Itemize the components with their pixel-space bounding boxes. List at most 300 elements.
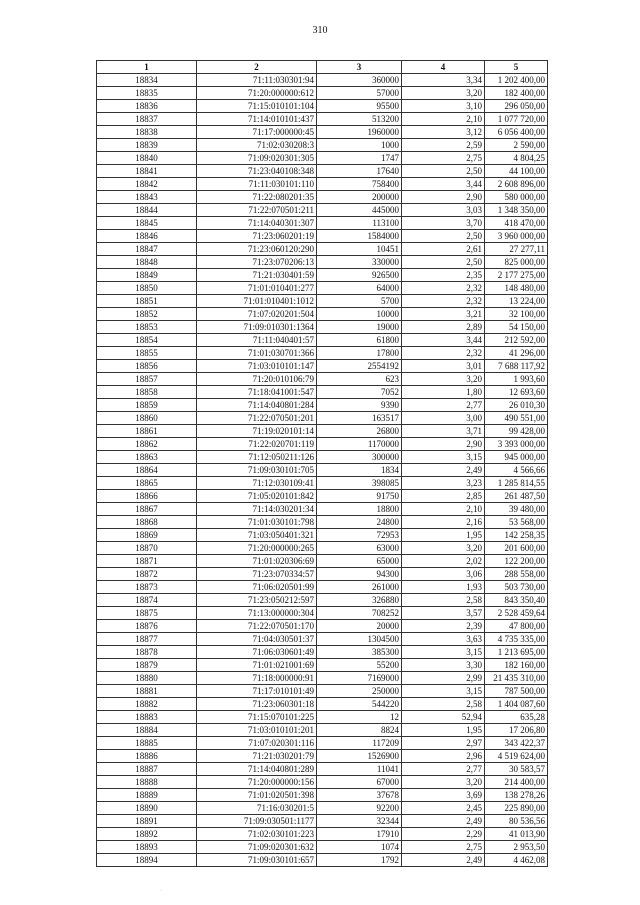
table-row (97, 373, 548, 386)
area-value-cell: 117209 (317, 737, 402, 750)
table-row (97, 854, 548, 867)
record-number-cell: 18863 (97, 451, 197, 464)
record-number-cell: 18881 (97, 685, 197, 698)
record-number-cell: 18860 (97, 412, 197, 425)
record-number-cell: 18874 (97, 594, 197, 607)
cadastral-number-cell: 71:14:010101:437 (197, 113, 317, 126)
total-value-cell: 2 608 896,00 (485, 178, 548, 191)
rate-value-cell: 2,90 (402, 191, 485, 204)
table-row (97, 490, 548, 503)
record-number-cell: 18846 (97, 230, 197, 243)
table-row (97, 100, 548, 113)
table-row (97, 841, 548, 854)
rate-value-cell: 3,20 (402, 776, 485, 789)
area-value-cell: 1960000 (317, 126, 402, 139)
area-value-cell: 113100 (317, 217, 402, 230)
cadastral-number-cell: 71:17:000000:45 (197, 126, 317, 139)
header-col-2: 2 (197, 61, 317, 74)
table-row (97, 568, 548, 581)
total-value-cell: 1 285 814,55 (485, 477, 548, 490)
record-number-cell: 18844 (97, 204, 197, 217)
rate-value-cell: 2,32 (402, 295, 485, 308)
rate-value-cell: 3,03 (402, 204, 485, 217)
rate-value-cell: 2,75 (402, 841, 485, 854)
table-row (97, 646, 548, 659)
rate-value-cell: 3,34 (402, 74, 485, 87)
table-row (97, 451, 548, 464)
record-number-cell: 18842 (97, 178, 197, 191)
rate-value-cell: 3,06 (402, 568, 485, 581)
table-row (97, 620, 548, 633)
rate-value-cell: 3,44 (402, 334, 485, 347)
table-row (97, 334, 548, 347)
rate-value-cell: 2,50 (402, 256, 485, 269)
total-value-cell: 39 480,00 (485, 503, 548, 516)
record-number-cell: 18835 (97, 87, 197, 100)
total-value-cell: 2 953,50 (485, 841, 548, 854)
total-value-cell: 212 592,00 (485, 334, 548, 347)
record-number-cell: 18875 (97, 607, 197, 620)
rate-value-cell: 2,10 (402, 503, 485, 516)
table-row (97, 802, 548, 815)
cadastral-number-cell: 71:11:030101:110 (197, 178, 317, 191)
rate-value-cell: 3,20 (402, 373, 485, 386)
table-row (97, 386, 548, 399)
area-value-cell: 9390 (317, 399, 402, 412)
record-number-cell: 18837 (97, 113, 197, 126)
area-value-cell: 1074 (317, 841, 402, 854)
record-number-cell: 18894 (97, 854, 197, 867)
rate-value-cell: 3,15 (402, 451, 485, 464)
rate-value-cell: 52,94 (402, 711, 485, 724)
record-number-cell: 18843 (97, 191, 197, 204)
cadastral-number-cell: 71:01:030101:798 (197, 516, 317, 529)
area-value-cell: 1000 (317, 139, 402, 152)
total-value-cell: 32 100,00 (485, 308, 548, 321)
cadastral-number-cell: 71:07:020301:116 (197, 737, 317, 750)
record-number-cell: 18873 (97, 581, 197, 594)
rate-value-cell: 2,58 (402, 698, 485, 711)
area-value-cell: 32344 (317, 815, 402, 828)
table-row (97, 477, 548, 490)
area-value-cell: 61800 (317, 334, 402, 347)
cadastral-number-cell: 71:02:030101:223 (197, 828, 317, 841)
total-value-cell: 148 480,00 (485, 282, 548, 295)
rate-value-cell: 2,45 (402, 802, 485, 815)
area-value-cell: 330000 (317, 256, 402, 269)
table-row (97, 360, 548, 373)
total-value-cell: 30 583,57 (485, 763, 548, 776)
table-row (97, 672, 548, 685)
table-row (97, 828, 548, 841)
rate-value-cell: 1,95 (402, 724, 485, 737)
total-value-cell: 2 590,00 (485, 139, 548, 152)
total-value-cell: 261 487,50 (485, 490, 548, 503)
area-value-cell: 758400 (317, 178, 402, 191)
cadastral-number-cell: 71:09:020301:632 (197, 841, 317, 854)
table-row (97, 516, 548, 529)
header-row (97, 61, 548, 74)
data-table (96, 60, 548, 867)
record-number-cell: 18886 (97, 750, 197, 763)
record-number-cell: 18841 (97, 165, 197, 178)
cadastral-number-cell: 71:15:070101:225 (197, 711, 317, 724)
cadastral-number-cell: 71:14:040301:307 (197, 217, 317, 230)
record-number-cell: 18847 (97, 243, 197, 256)
total-value-cell: 4 804,25 (485, 152, 548, 165)
area-value-cell: 261000 (317, 581, 402, 594)
area-value-cell: 10451 (317, 243, 402, 256)
table-row (97, 269, 548, 282)
area-value-cell: 10000 (317, 308, 402, 321)
area-value-cell: 926500 (317, 269, 402, 282)
cadastral-number-cell: 71:22:070501:170 (197, 620, 317, 633)
area-value-cell: 1584000 (317, 230, 402, 243)
table-row (97, 425, 548, 438)
area-value-cell: 7052 (317, 386, 402, 399)
total-value-cell: 4 519 624,00 (485, 750, 548, 763)
record-number-cell: 18879 (97, 659, 197, 672)
record-number-cell: 18883 (97, 711, 197, 724)
total-value-cell: 418 470,00 (485, 217, 548, 230)
rate-value-cell: 2,58 (402, 594, 485, 607)
cadastral-number-cell: 71:01:010401:1012 (197, 295, 317, 308)
table-row (97, 763, 548, 776)
cadastral-number-cell: 71:22:020701:119 (197, 438, 317, 451)
rate-value-cell: 2,99 (402, 672, 485, 685)
area-value-cell: 5700 (317, 295, 402, 308)
header-col-5: 5 (485, 61, 548, 74)
total-value-cell: 201 600,00 (485, 542, 548, 555)
record-number-cell: 18852 (97, 308, 197, 321)
rate-value-cell: 3,44 (402, 178, 485, 191)
area-value-cell: 91750 (317, 490, 402, 503)
cadastral-number-cell: 71:23:040108:348 (197, 165, 317, 178)
area-value-cell: 17640 (317, 165, 402, 178)
table-row (97, 659, 548, 672)
record-number-cell: 18893 (97, 841, 197, 854)
record-number-cell: 18853 (97, 321, 197, 334)
record-number-cell: 18845 (97, 217, 197, 230)
record-number-cell: 18865 (97, 477, 197, 490)
rate-value-cell: 3,00 (402, 412, 485, 425)
record-number-cell: 18836 (97, 100, 197, 113)
area-value-cell: 72953 (317, 529, 402, 542)
table-row (97, 542, 548, 555)
table-row (97, 74, 548, 87)
cadastral-number-cell: 71:14:040801:289 (197, 763, 317, 776)
total-value-cell: 1 213 695,00 (485, 646, 548, 659)
area-value-cell: 1304500 (317, 633, 402, 646)
table-row (97, 113, 548, 126)
total-value-cell: 214 400,00 (485, 776, 548, 789)
table-row (97, 399, 548, 412)
total-value-cell: 44 100,00 (485, 165, 548, 178)
cadastral-number-cell: 71:02:030208:3 (197, 139, 317, 152)
total-value-cell: 99 428,00 (485, 425, 548, 438)
total-value-cell: 12 693,60 (485, 386, 548, 399)
cadastral-number-cell: 71:19:020101:14 (197, 425, 317, 438)
rate-value-cell: 2,02 (402, 555, 485, 568)
rate-value-cell: 3,30 (402, 659, 485, 672)
area-value-cell: 17910 (317, 828, 402, 841)
rate-value-cell: 3,20 (402, 542, 485, 555)
rate-value-cell: 1,80 (402, 386, 485, 399)
rate-value-cell: 3,01 (402, 360, 485, 373)
record-number-cell: 18892 (97, 828, 197, 841)
total-value-cell: 47 800,00 (485, 620, 548, 633)
cadastral-number-cell: 71:05:020101:842 (197, 490, 317, 503)
total-value-cell: 945 000,00 (485, 451, 548, 464)
table-row (97, 438, 548, 451)
record-number-cell: 18854 (97, 334, 197, 347)
rate-value-cell: 3,71 (402, 425, 485, 438)
rate-value-cell: 1,93 (402, 581, 485, 594)
cadastral-number-cell: 71:01:030701:366 (197, 347, 317, 360)
area-value-cell: 19000 (317, 321, 402, 334)
header-col-4: 4 (402, 61, 485, 74)
record-number-cell: 18867 (97, 503, 197, 516)
record-number-cell: 18834 (97, 74, 197, 87)
area-value-cell: 94300 (317, 568, 402, 581)
area-value-cell: 398085 (317, 477, 402, 490)
cadastral-number-cell: 71:20:000000:156 (197, 776, 317, 789)
area-value-cell: 513200 (317, 113, 402, 126)
area-value-cell: 623 (317, 373, 402, 386)
area-value-cell: 26800 (317, 425, 402, 438)
total-value-cell: 7 688 117,92 (485, 360, 548, 373)
record-number-cell: 18870 (97, 542, 197, 555)
table-body (97, 74, 548, 867)
total-value-cell: 343 422,37 (485, 737, 548, 750)
total-value-cell: 41 013,90 (485, 828, 548, 841)
area-value-cell: 326880 (317, 594, 402, 607)
record-number-cell: 18850 (97, 282, 197, 295)
cadastral-number-cell: 71:06:030601:49 (197, 646, 317, 659)
cadastral-number-cell: 71:18:000000:91 (197, 672, 317, 685)
table-row (97, 815, 548, 828)
cadastral-number-cell: 71:06:020501:99 (197, 581, 317, 594)
total-value-cell: 4 462,08 (485, 854, 548, 867)
area-value-cell: 8824 (317, 724, 402, 737)
record-number-cell: 18877 (97, 633, 197, 646)
table-row (97, 633, 548, 646)
cadastral-number-cell: 71:01:010401:277 (197, 282, 317, 295)
record-number-cell: 18838 (97, 126, 197, 139)
rate-value-cell: 3,57 (402, 607, 485, 620)
area-value-cell: 18800 (317, 503, 402, 516)
total-value-cell: 17 206,80 (485, 724, 548, 737)
total-value-cell: 288 558,00 (485, 568, 548, 581)
table-header (97, 61, 548, 74)
area-value-cell: 65000 (317, 555, 402, 568)
rate-value-cell: 2,96 (402, 750, 485, 763)
total-value-cell: 182 400,00 (485, 87, 548, 100)
record-number-cell: 18857 (97, 373, 197, 386)
total-value-cell: 4 735 335,00 (485, 633, 548, 646)
table-row (97, 282, 548, 295)
total-value-cell: 1 077 720,00 (485, 113, 548, 126)
record-number-cell: 18888 (97, 776, 197, 789)
table-row (97, 152, 548, 165)
total-value-cell: 122 200,00 (485, 555, 548, 568)
rate-value-cell: 2,49 (402, 854, 485, 867)
record-number-cell: 18849 (97, 269, 197, 282)
area-value-cell: 24800 (317, 516, 402, 529)
cadastral-number-cell: 71:20:000000:265 (197, 542, 317, 555)
area-value-cell: 1170000 (317, 438, 402, 451)
table-row (97, 685, 548, 698)
record-number-cell: 18858 (97, 386, 197, 399)
area-value-cell: 17800 (317, 347, 402, 360)
cadastral-number-cell: 71:23:050212:597 (197, 594, 317, 607)
total-value-cell: 138 278,26 (485, 789, 548, 802)
cadastral-number-cell: 71:23:060301:18 (197, 698, 317, 711)
table-row (97, 776, 548, 789)
cadastral-number-cell: 71:22:080201:35 (197, 191, 317, 204)
record-number-cell: 18878 (97, 646, 197, 659)
total-value-cell: 1 202 400,00 (485, 74, 548, 87)
record-number-cell: 18891 (97, 815, 197, 828)
rate-value-cell: 3,69 (402, 789, 485, 802)
cadastral-number-cell: 71:13:000000:304 (197, 607, 317, 620)
cadastral-number-cell: 71:16:030201:5 (197, 802, 317, 815)
table-row (97, 87, 548, 100)
total-value-cell: 3 393 000,00 (485, 438, 548, 451)
area-value-cell: 63000 (317, 542, 402, 555)
total-value-cell: 142 258,35 (485, 529, 548, 542)
header-col-1: 1 (97, 61, 197, 74)
total-value-cell: 503 730,00 (485, 581, 548, 594)
record-number-cell: 18876 (97, 620, 197, 633)
rate-value-cell: 3,20 (402, 87, 485, 100)
cadastral-number-cell: 71:01:020306:69 (197, 555, 317, 568)
total-value-cell: 41 296,00 (485, 347, 548, 360)
table-row (97, 347, 548, 360)
area-value-cell: 708252 (317, 607, 402, 620)
record-number-cell: 18871 (97, 555, 197, 568)
cadastral-number-cell: 71:01:021001:69 (197, 659, 317, 672)
area-value-cell: 200000 (317, 191, 402, 204)
rate-value-cell: 3,15 (402, 685, 485, 698)
table-row (97, 750, 548, 763)
cadastral-number-cell: 71:14:030201:34 (197, 503, 317, 516)
record-number-cell: 18890 (97, 802, 197, 815)
total-value-cell: 296 050,00 (485, 100, 548, 113)
area-value-cell: 12 (317, 711, 402, 724)
total-value-cell: 27 277,11 (485, 243, 548, 256)
record-number-cell: 18869 (97, 529, 197, 542)
rate-value-cell: 1,95 (402, 529, 485, 542)
total-value-cell: 635,28 (485, 711, 548, 724)
total-value-cell: 21 435 310,00 (485, 672, 548, 685)
cadastral-number-cell: 71:18:041001:547 (197, 386, 317, 399)
total-value-cell: 225 890,00 (485, 802, 548, 815)
table-row (97, 126, 548, 139)
record-number-cell: 18839 (97, 139, 197, 152)
area-value-cell: 67000 (317, 776, 402, 789)
rate-value-cell: 2,85 (402, 490, 485, 503)
cadastral-number-cell: 71:09:010301:1364 (197, 321, 317, 334)
rate-value-cell: 2,32 (402, 282, 485, 295)
rate-value-cell: 2,29 (402, 828, 485, 841)
total-value-cell: 182 160,00 (485, 659, 548, 672)
rate-value-cell: 2,49 (402, 464, 485, 477)
rate-value-cell: 2,50 (402, 230, 485, 243)
total-value-cell: 6 056 400,00 (485, 126, 548, 139)
rate-value-cell: 2,59 (402, 139, 485, 152)
rate-value-cell: 3,23 (402, 477, 485, 490)
cadastral-number-cell: 71:03:010101:147 (197, 360, 317, 373)
area-value-cell: 544220 (317, 698, 402, 711)
table-row (97, 321, 548, 334)
total-value-cell: 490 551,00 (485, 412, 548, 425)
area-value-cell: 360000 (317, 74, 402, 87)
total-value-cell: 1 348 350,00 (485, 204, 548, 217)
total-value-cell: 825 000,00 (485, 256, 548, 269)
area-value-cell: 1526900 (317, 750, 402, 763)
table-row (97, 789, 548, 802)
table-row (97, 243, 548, 256)
table-row (97, 191, 548, 204)
rate-value-cell: 2,77 (402, 399, 485, 412)
rate-value-cell: 2,89 (402, 321, 485, 334)
table-row (97, 698, 548, 711)
cadastral-number-cell: 71:23:060201:19 (197, 230, 317, 243)
cadastral-number-cell: 71:11:030301:94 (197, 74, 317, 87)
record-number-cell: 18856 (97, 360, 197, 373)
area-value-cell: 95500 (317, 100, 402, 113)
record-number-cell: 18884 (97, 724, 197, 737)
table-row (97, 295, 548, 308)
cadastral-number-cell: 71:09:030101:657 (197, 854, 317, 867)
record-number-cell: 18889 (97, 789, 197, 802)
rate-value-cell: 2,75 (402, 152, 485, 165)
table-row (97, 230, 548, 243)
table-row (97, 308, 548, 321)
area-value-cell: 37678 (317, 789, 402, 802)
rate-value-cell: 2,10 (402, 113, 485, 126)
total-value-cell: 53 568,00 (485, 516, 548, 529)
table-row (97, 724, 548, 737)
scan-artifact-mark: · (160, 888, 162, 894)
cadastral-number-cell: 71:12:050211:126 (197, 451, 317, 464)
total-value-cell: 3 960 000,00 (485, 230, 548, 243)
cadastral-number-cell: 71:23:070334:57 (197, 568, 317, 581)
record-number-cell: 18859 (97, 399, 197, 412)
record-number-cell: 18851 (97, 295, 197, 308)
area-value-cell: 250000 (317, 685, 402, 698)
area-value-cell: 11041 (317, 763, 402, 776)
table-row (97, 581, 548, 594)
rate-value-cell: 2,16 (402, 516, 485, 529)
cadastral-number-cell: 71:22:070501:201 (197, 412, 317, 425)
total-value-cell: 580 000,00 (485, 191, 548, 204)
total-value-cell: 1 993,60 (485, 373, 548, 386)
table-row (97, 139, 548, 152)
record-number-cell: 18868 (97, 516, 197, 529)
header-col-3: 3 (317, 61, 402, 74)
rate-value-cell: 3,70 (402, 217, 485, 230)
rate-value-cell: 2,90 (402, 438, 485, 451)
table-row (97, 464, 548, 477)
table-row (97, 555, 548, 568)
table-row (97, 503, 548, 516)
table-row (97, 412, 548, 425)
table-row (97, 165, 548, 178)
rate-value-cell: 2,61 (402, 243, 485, 256)
table-row (97, 217, 548, 230)
